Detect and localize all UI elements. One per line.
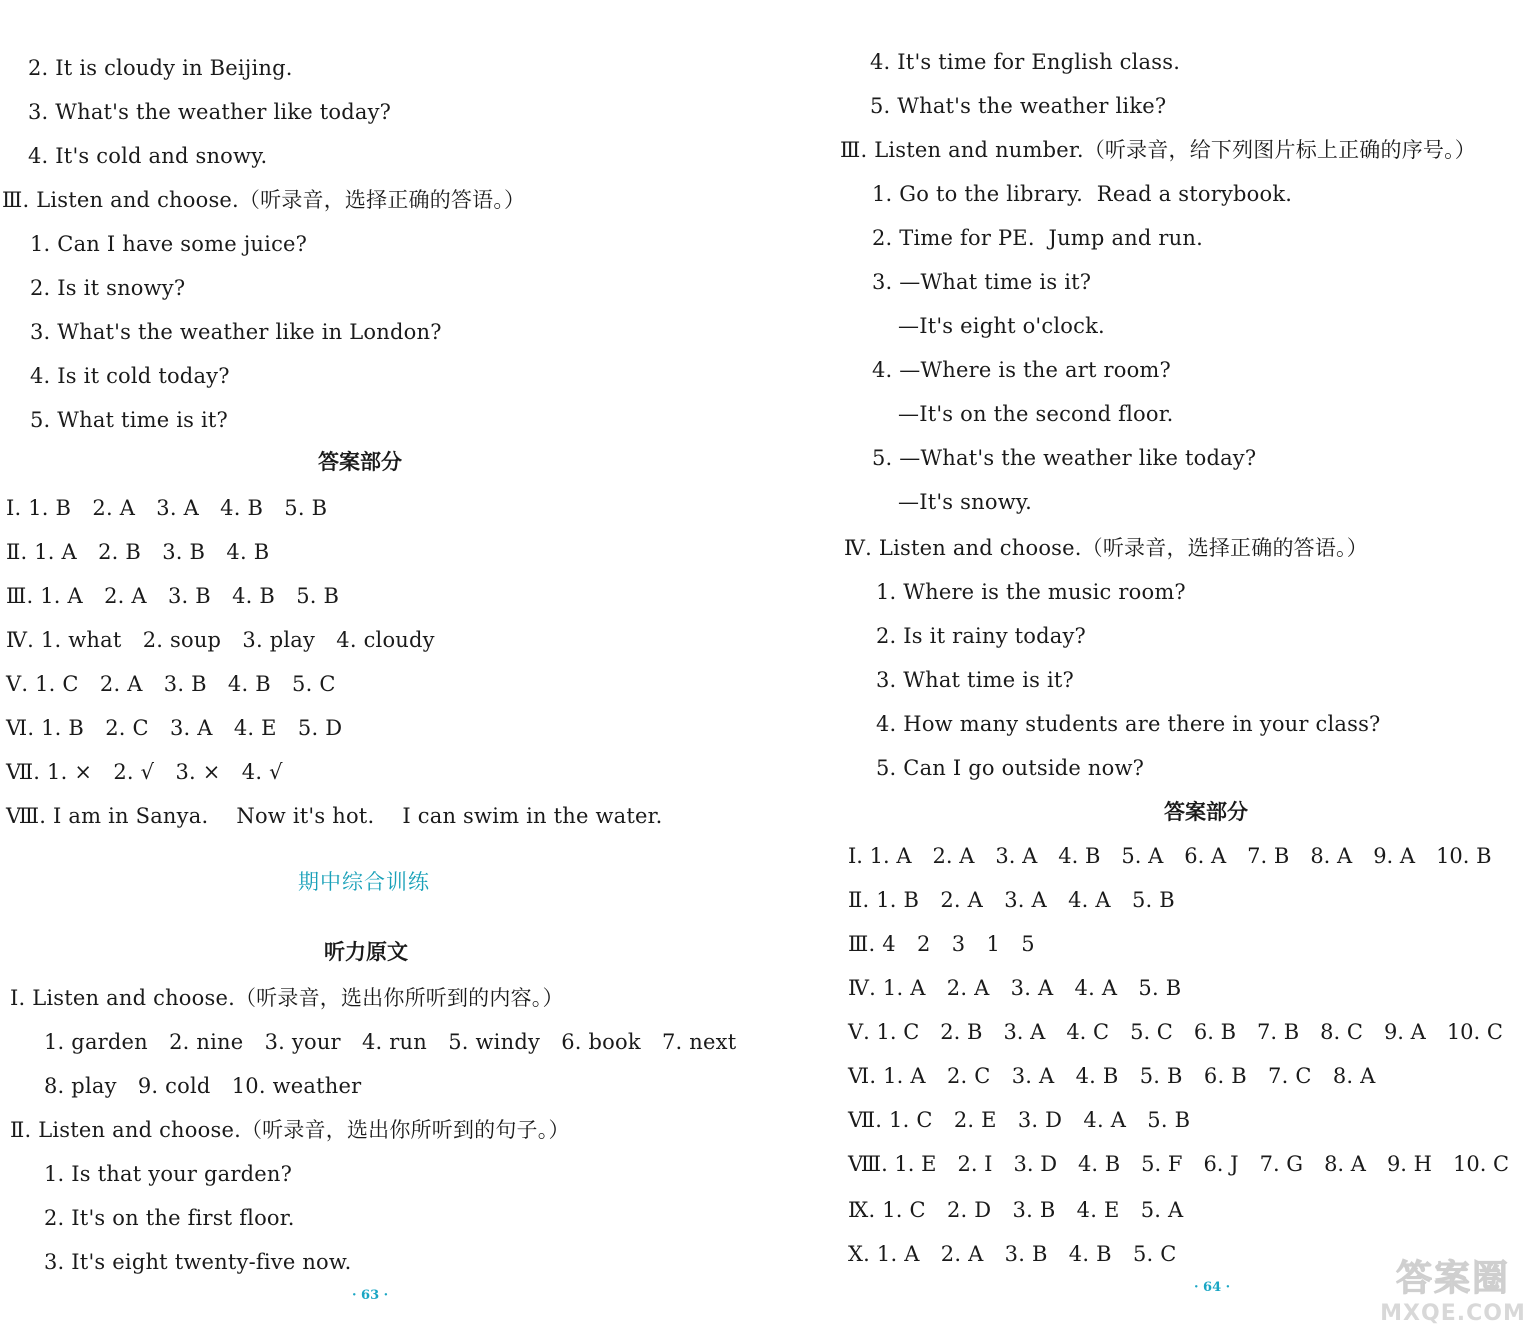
answer-line: Ⅶ. 1. C 2. E 3. D 4. A 5. B [848,1108,1191,1132]
answer-line: Ⅸ. 1. C 2. D 3. B 4. E 5. A [848,1198,1184,1222]
answer-line: Ⅷ. 1. E 2. I 3. D 4. B 5. F 6. J 7. G 8. A 9. H 10. C [848,1152,1510,1176]
watermark-text: 答案圈 [1395,1258,1510,1299]
transcript-line: 3. What time is it? [876,668,1075,692]
transcript-line: 5. —What's the weather like today? [872,446,1257,470]
transcript-line: 1. Go to the library. Read a storybook. [872,182,1293,206]
transcript-line: 5. What time is it? [30,408,229,432]
answer-heading: 答案部分 [1164,800,1248,824]
answer-line: Ⅶ. 1. × 2. √ 3. × 4. √ [6,760,283,784]
transcript-line: 4. How many students are there in your class? [876,712,1381,736]
transcript-line: 3. What's the weather like today? [28,100,392,124]
answer-heading: 答案部分 [318,450,402,474]
transcript-line: 4. Is it cold today? [30,364,230,388]
section-title: 期中综合训练 [298,870,430,894]
answer-line: Ⅲ. 4 2 3 1 5 [848,932,1035,956]
page-number: · 64 · [1194,1280,1231,1295]
transcript-line: 2. Is it snowy? [30,276,186,300]
transcript-line: 1. Is that your garden? [44,1162,293,1186]
transcript-line: 2. Is it rainy today? [876,624,1086,648]
transcript-line: 1. Where is the music room? [876,580,1186,604]
answer-line: Ⅱ. 1. A 2. B 3. B 4. B [6,540,270,564]
transcript-line: 4. It's cold and snowy. [28,144,268,168]
answer-line: Ⅴ. 1. C 2. B 3. A 4. C 5. C 6. B 7. B 8. C 9. A 10. C [848,1020,1503,1044]
section-instruction: Ⅲ. Listen and number.（听录音，给下列图片标上正确的序号。） [840,138,1477,162]
transcript-line: 4. It's time for English class. [870,50,1181,74]
transcript-line: —It's snowy. [898,490,1033,514]
watermark-url: MXQE.COM [1380,1301,1526,1326]
transcript-line: 3. What's the weather like in London? [30,320,442,344]
transcript-line: 2. Time for PE. Jump and run. [872,226,1203,250]
transcript-line: 3. —What time is it? [872,270,1092,294]
answer-line: Ⅵ. 1. A 2. C 3. A 4. B 5. B 6. B 7. C 8. A [848,1064,1376,1088]
transcript-line: —It's on the second floor. [898,402,1174,426]
answer-line: Ⅵ. 1. B 2. C 3. A 4. E 5. D [6,716,343,740]
answer-line: Ⅹ. 1. A 2. A 3. B 4. B 5. C [848,1242,1177,1266]
answer-line: Ⅰ. 1. B 2. A 3. A 4. B 5. B [6,496,328,520]
transcript-line: 2. It's on the first floor. [44,1206,295,1230]
transcript-line: 3. It's eight twenty-five now. [44,1250,352,1274]
transcript-line: 1. Can I have some juice? [30,232,308,256]
transcript-line: —It's eight o'clock. [898,314,1105,338]
listening-heading: 听力原文 [324,940,408,964]
answer-line: Ⅴ. 1. C 2. A 3. B 4. B 5. C [6,672,336,696]
section-instruction: Ⅰ. Listen and choose.（听录音，选出你所听到的内容。） [10,986,564,1010]
transcript-line: 2. It is cloudy in Beijing. [28,56,293,80]
transcript-line: 5. What's the weather like? [870,94,1167,118]
right-page [768,0,1536,1343]
left-page [0,0,760,1343]
transcript-line: 5. Can I go outside now? [876,756,1145,780]
answer-line: Ⅳ. 1. what 2. soup 3. play 4. cloudy [6,628,435,652]
answer-line: Ⅰ. 1. A 2. A 3. A 4. B 5. A 6. A 7. B 8. A 9. A 10. B [848,844,1492,868]
transcript-line: 8. play 9. cold 10. weather [44,1074,362,1098]
section-instruction: Ⅲ. Listen and choose.（听录音，选择正确的答语。） [2,188,526,212]
transcript-line: 4. —Where is the art room? [872,358,1171,382]
answer-line: Ⅷ. I am in Sanya. Now it's hot. I can swim in the water. [6,804,663,828]
section-instruction: Ⅱ. Listen and choose.（听录音，选出你所听到的句子。） [10,1118,570,1142]
page-number: · 63 · [352,1288,389,1303]
answer-line: Ⅱ. 1. B 2. A 3. A 4. A 5. B [848,888,1175,912]
section-instruction: Ⅳ. Listen and choose.（听录音，选择正确的答语。） [844,536,1368,560]
transcript-line: 1. garden 2. nine 3. your 4. run 5. windy 6. book 7. next [44,1030,737,1054]
answer-line: Ⅲ. 1. A 2. A 3. B 4. B 5. B [6,584,340,608]
watermark-logo [1378,1259,1528,1339]
answer-line: Ⅳ. 1. A 2. A 3. A 4. A 5. B [848,976,1182,1000]
